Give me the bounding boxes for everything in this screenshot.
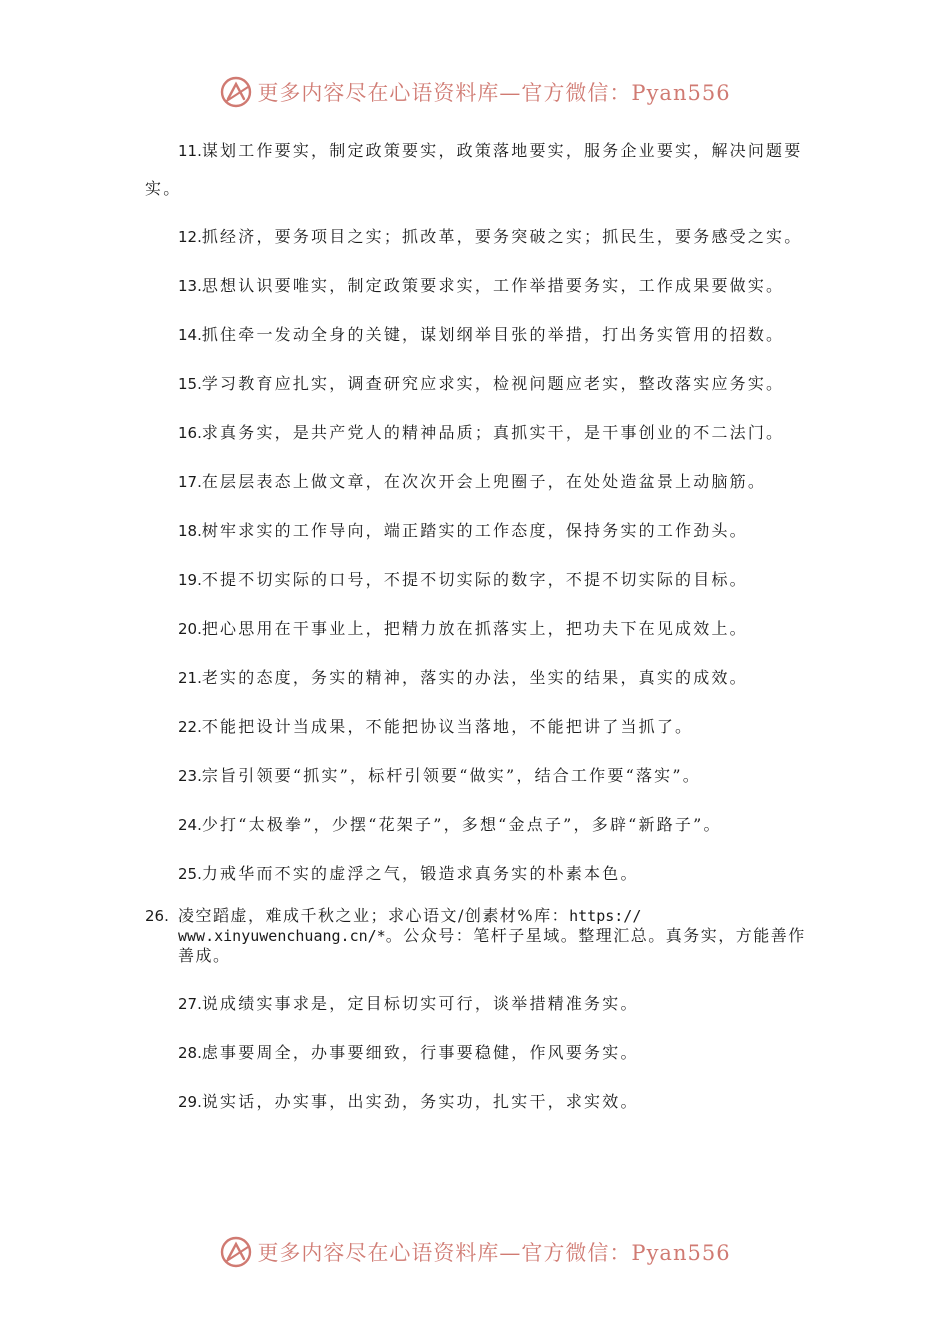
list-item: 15.学习教育应扎实，调查研究应求实，检视问题应老实，整改落实应务实。 bbox=[178, 374, 785, 393]
list-item: 27.说成绩实事求是，定目标切实可行，谈举措精准务实。 bbox=[178, 994, 639, 1013]
list-item: 17.在层层表态上做文章，在次次开会上兜圈子，在处处造盆景上动脑筋。 bbox=[178, 472, 767, 491]
list-item: 12.抓经济，要务项目之实；抓改革，要务突破之实；抓民生，要务感受之实。 bbox=[178, 227, 803, 246]
list-item: 24.少打“太极拳”，少摆“花架子”，多想“金点子”，多辟“新路子”。 bbox=[178, 815, 722, 834]
seal-logo-icon bbox=[219, 1235, 253, 1269]
list-item: 16.求真务实，是共产党人的精神品质；真抓实干，是干事创业的不二法门。 bbox=[178, 423, 785, 442]
list-item: 13.思想认识要唯实，制定政策要求实，工作举措要务实，工作成果要做实。 bbox=[178, 276, 785, 295]
list-item: 19.不提不切实际的口号，不提不切实际的数字，不提不切实际的目标。 bbox=[178, 570, 748, 589]
header-banner bbox=[0, 70, 950, 114]
list-item: 29.说实话，办实事，出实劲，务实功，扎实干，求实效。 bbox=[178, 1092, 639, 1111]
list-item: 20.把心思用在干事业上，把精力放在抓落实上，把功夫下在见成效上。 bbox=[178, 619, 748, 638]
list-item: 18.树牢求实的工作导向，端正踏实的工作态度，保持务实的工作劲头。 bbox=[178, 521, 748, 540]
header-banner-text: 更多内容尽在心语资料库—官方微信：Pyan556 bbox=[257, 81, 731, 105]
source-link-host[interactable]: www.xinyuwenchuang.cn/* bbox=[178, 927, 386, 945]
list-item: 25.力戒华而不实的虚浮之气，锻造求真务实的朴素本色。 bbox=[178, 864, 639, 883]
list-item: 22.不能把设计当成果，不能把协议当落地，不能把讲了当抓了。 bbox=[178, 717, 694, 736]
source-link[interactable]: https:// bbox=[569, 907, 642, 925]
footer-banner-text: 更多内容尽在心语资料库—官方微信：Pyan556 bbox=[257, 1241, 731, 1265]
list-item: 21.老实的态度，务实的精神，落实的办法，坐实的结果，真实的成效。 bbox=[178, 668, 748, 687]
footer-banner bbox=[0, 1230, 950, 1274]
list-item: 11.谋划工作要实，制定政策要实，政策落地要实，服务企业要实，解决问题要实。 bbox=[145, 141, 803, 198]
seal-logo-icon bbox=[219, 75, 253, 109]
document-body bbox=[145, 132, 810, 1132]
list-item: 23.宗旨引领要“抓实”，标杆引领要“做实”，结合工作要“落实”。 bbox=[178, 766, 701, 785]
list-item: 14.抓住牵一发动全身的关键，谋划纲举目张的举措，打出务实管用的招数。 bbox=[178, 325, 785, 344]
list-item: 28.虑事要周全，办事要细致，行事要稳健，作风要务实。 bbox=[178, 1043, 639, 1062]
list-item-26: 26. 凌空蹈虚，难成千秋之业；求心语文/创素材%库：https:// www.xinyuwenchuang.cn/*。公众号：笔杆子星域。整理汇总。真务实，方能善作善成。 bbox=[145, 906, 806, 965]
